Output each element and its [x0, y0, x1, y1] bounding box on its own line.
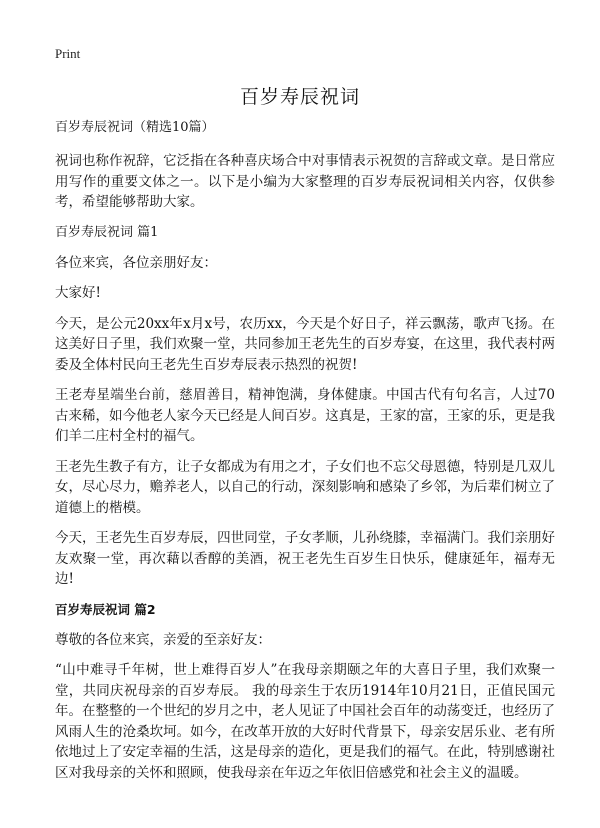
paragraph: 大家好!: [55, 285, 101, 301]
intro-paragraph: 祝词也称作祝辞，它泛指在各种喜庆场合中对事情表示祝贺的言辞或文章。是日常应用写作的重要文体之一。以下是小编为大家整理的百岁寿辰祝词相关内容，仅供参考，希望能够帮助大家。: [55, 153, 555, 210]
paragraph: 尊敬的各位来宾，亲爱的至亲好友：: [55, 631, 271, 648]
paragraph: 今天，是公元20xx年x月x号，农历xx，今天是个好日子，祥云飘荡，歌声飞扬。在这美好日子里，我们欢聚一堂，共同参加王老先生的百岁寿宴，在这里，我代表村两委及全体村民向王老先生百岁寿辰表示热烈的祝贺!: [55, 315, 555, 373]
paragraph: 王老寿星端坐台前，慈眉善目，精神饱满，身体健康。中国古代有句名言，人过70古来稀，如今他老人家今天已经是人间百岁。这真是，王家的富，王家的乐，更是我们羊二庄村全村的福气。: [55, 387, 555, 444]
section-2: [55, 600, 555, 784]
page-title: 百岁寿辰祝词: [239, 86, 360, 108]
paragraph: 王老先生教子有方，让子女都成为有用之才，子女们也不忘父母恩德，特别是几双儿女，尽心尽力，赡养老人，以自己的行动，深刻影响和感染了乡邻，为后辈们树立了道德上的楷模。: [55, 458, 555, 516]
paragraph: “山中难寻千年树，世上难得百岁人”在我母亲期颐之年的大喜日子里，我们欢聚一堂，共同庆祝母亲的百岁寿辰。 我的母亲生于农历1914年10月21日，正值民国元年。在整整的一个世纪的岁月之中，老人见证了中国社会百年的动荡变迁，也经历了风雨人生的沧桑坎坷。如今，在改革开放的大好时代背景下，母亲安居乐业、老有所依地过上了安定幸福的生活，这是母亲的造化，更是我们的福气。在此，特别感谢社区对我母亲的关怀和照顾，使我母亲在年迈之年依旧倍感党和社会主义的温暖。: [55, 662, 555, 781]
document-subtitle: 百岁寿辰祝词（精选10篇）: [55, 120, 215, 135]
paragraph: 今天，王老先生百岁寿辰，四世同堂，子女孝顺，儿孙绕膝，幸福满门。我们亲朋好友欢聚一堂，再次藉以香醇的美酒，祝王老先生百岁生日快乐，健康延年，福寿无边!: [55, 530, 555, 587]
section-heading: 百岁寿辰祝词 篇2: [55, 601, 156, 617]
section-heading: 百岁寿辰祝词 篇1: [55, 224, 159, 240]
print-link[interactable]: Print: [55, 46, 81, 61]
document-body: [55, 118, 555, 793]
section-1: [55, 223, 555, 590]
paragraph: 各位来宾，各位亲朋好友：: [55, 254, 217, 271]
